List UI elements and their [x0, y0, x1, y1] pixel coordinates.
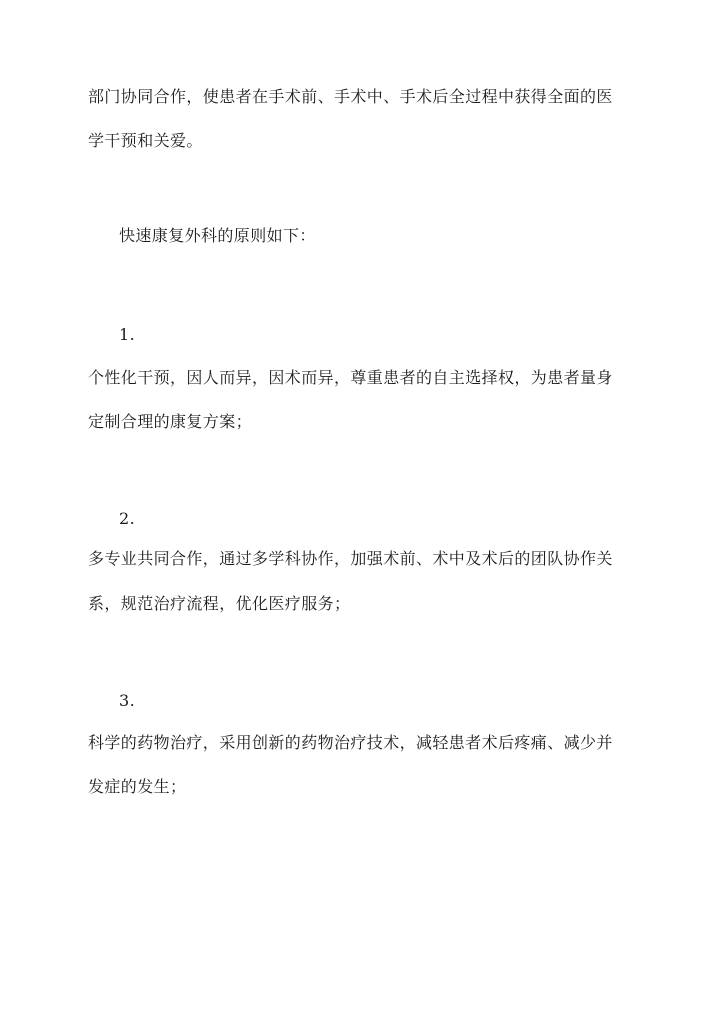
principles-heading: 快速康复外科的原则如下： — [119, 226, 316, 245]
principle-1-line-2: 定制合理的康复方案； — [88, 412, 253, 431]
intro-paragraph-line-2: 学干预和关爱。 — [88, 131, 203, 150]
principle-1-line-1: 个性化干预，因人而异，因术而异，尊重患者的自主选择权，为患者量身 — [88, 368, 613, 387]
principle-2-line-1: 多专业共同合作，通过多学科协作，加强术前、术中及术后的团队协作关 — [88, 549, 613, 568]
intro-paragraph-line-1: 部门协同合作，使患者在手术前、手术中、手术后全过程中获得全面的医 — [88, 87, 613, 106]
principle-1-number: 1. — [119, 325, 136, 344]
principle-3-line-2: 发症的发生； — [88, 777, 187, 796]
principle-2-line-2: 系，规范治疗流程，优化医疗服务； — [88, 594, 351, 613]
principle-3-line-1: 科学的药物治疗，采用创新的药物治疗技术，减轻患者术后疼痛、减少并 — [88, 733, 613, 752]
principle-2-number: 2. — [119, 509, 136, 528]
principle-3-number: 3. — [119, 691, 136, 710]
